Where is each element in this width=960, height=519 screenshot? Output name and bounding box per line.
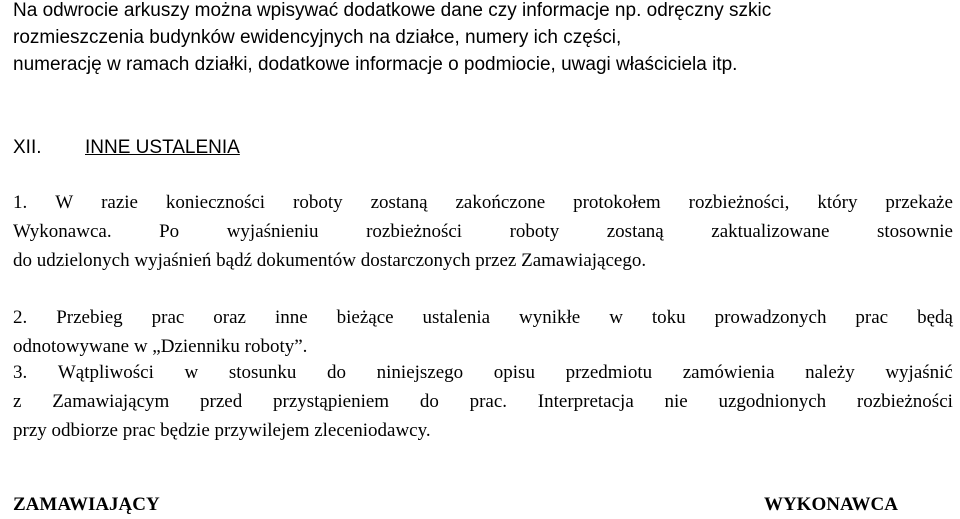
justified-line — [13, 387, 953, 416]
word: będą — [917, 307, 953, 328]
word: W — [55, 192, 74, 213]
word: Przebieg — [56, 307, 123, 328]
word: 2. — [13, 307, 28, 328]
word: przystąpieniem — [273, 391, 390, 412]
justified-line — [13, 188, 953, 217]
word: do — [327, 362, 347, 383]
word: Wątpliwości — [57, 362, 154, 383]
word: prac — [151, 307, 185, 328]
word: przedmiotu — [565, 362, 653, 383]
word: prac — [855, 307, 889, 328]
word: w — [184, 362, 199, 383]
last-line: odnotowywane w „Dzienniku roboty”. — [13, 336, 308, 357]
word: rozbieżności — [366, 221, 463, 242]
word: Po — [159, 221, 180, 242]
point-1 — [13, 188, 953, 275]
word: 1. — [13, 192, 28, 213]
word: 3. — [13, 362, 28, 383]
word: w — [609, 307, 623, 328]
intro-line: rozmieszczenia budynków ewidencyjnych na działce, numery ich części, — [13, 27, 622, 48]
word: wyjaśnieniu — [226, 221, 319, 242]
word: zostaną — [370, 192, 428, 213]
point-2 — [13, 303, 953, 361]
word: roboty — [293, 192, 343, 213]
word: roboty — [509, 221, 560, 242]
signature-orderer: ZAMAWIAJĄCY — [13, 494, 160, 515]
word: Zamawiającym — [52, 391, 170, 412]
word: Wykonawca. — [13, 221, 112, 242]
word: wyjaśnić — [885, 362, 953, 383]
intro-paragraph — [13, 0, 953, 78]
word: rozbieżności, — [688, 192, 790, 213]
word: razie — [101, 192, 138, 213]
word: zostaną — [606, 221, 664, 242]
word: przed — [200, 391, 243, 412]
justified-line — [13, 358, 953, 387]
word: ustalenia — [422, 307, 491, 328]
word: do — [419, 391, 439, 412]
word: zamówienia — [682, 362, 775, 383]
word: nie — [664, 391, 688, 412]
word: rozbieżności — [856, 391, 953, 412]
word: prac. — [469, 391, 508, 412]
word: konieczności — [165, 192, 266, 213]
intro-line: Na odwrocie arkuszy można wpisywać dodatkowe dane czy informacje np. odręczny szkic — [13, 0, 772, 21]
word: oraz — [213, 307, 246, 328]
point-3 — [13, 358, 953, 445]
word: niniejszego — [376, 362, 464, 383]
word: prowadzonych — [714, 307, 827, 328]
word: przekaże — [885, 192, 953, 213]
section-number: XII. — [13, 137, 42, 158]
word: stosownie — [876, 221, 953, 242]
word: opisu — [493, 362, 535, 383]
intro-line: numerację w ramach działki, dodatkowe informacje o podmiocie, uwagi właściciela itp. — [13, 54, 738, 75]
word: inne — [274, 307, 308, 328]
last-line: przy odbiorze prac będzie przywilejem zleceniodawcy. — [13, 420, 431, 441]
word: zakończone — [455, 192, 546, 213]
word: należy — [805, 362, 855, 383]
word: toku — [651, 307, 686, 328]
justified-line — [13, 303, 953, 332]
justified-line — [13, 217, 953, 246]
word: bieżące — [336, 307, 394, 328]
word: zaktualizowane — [711, 221, 830, 242]
word: stosunku — [228, 362, 297, 383]
word: z — [13, 391, 22, 412]
section-title: INNE USTALENIA — [85, 137, 240, 158]
word: Interpretacja — [537, 391, 634, 412]
word: uzgodnionych — [718, 391, 827, 412]
word: protokołem — [573, 192, 661, 213]
signature-contractor: WYKONAWCA — [763, 494, 898, 515]
last-line: do udzielonych wyjaśnień bądź dokumentów dostarczonych przez Zamawiającego. — [13, 250, 647, 271]
word: który — [817, 192, 858, 213]
word: wynikłe — [519, 307, 581, 328]
